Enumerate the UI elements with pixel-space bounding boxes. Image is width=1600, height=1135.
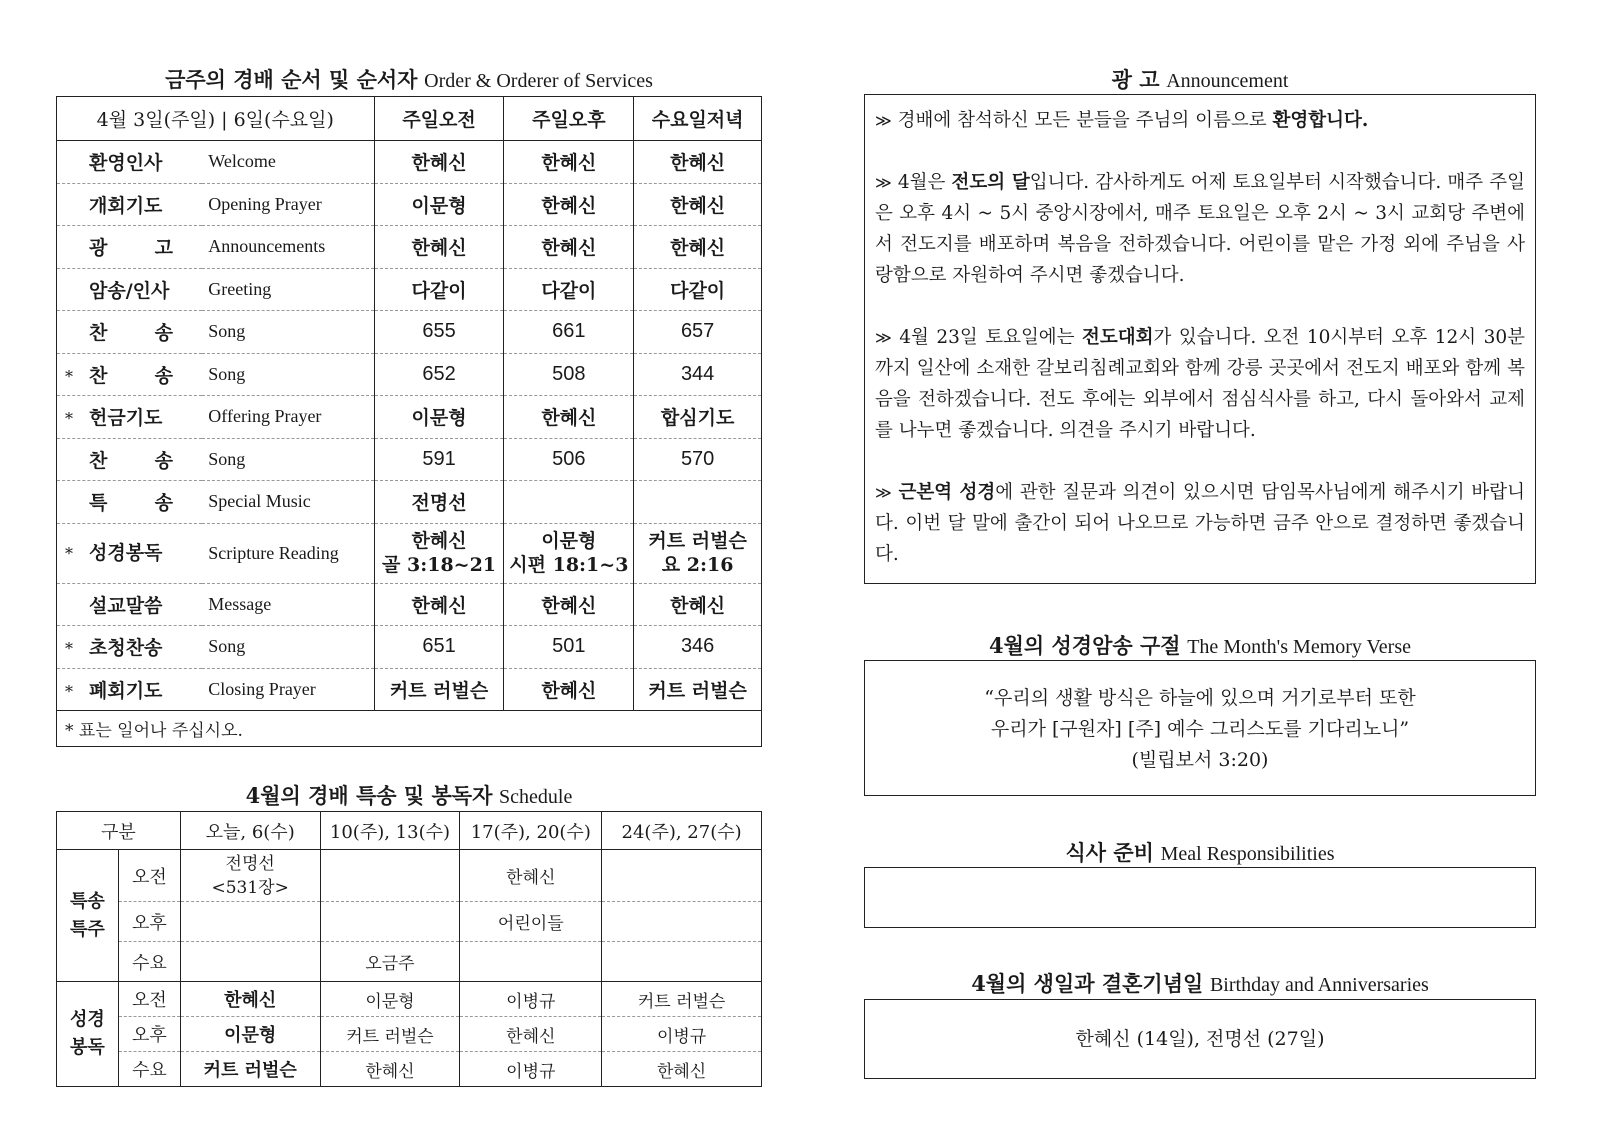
order-cell-service-1: 한혜신 [374,141,504,184]
announcement-welcome-text: 경배에 참석하신 모든 분들을 주님의 이름으로 [891,110,1273,131]
order-row-label [57,668,203,711]
order-cell-service-2: 한혜신 [504,583,634,626]
order-table [56,96,762,747]
order-cell-service-3: 344 [634,353,762,396]
order-row-label [57,523,203,583]
order-row-label [57,438,203,481]
order-item-ko: 찬 송 [89,322,173,345]
announcement-evangelism-month-text-c: 입니다. 감사하게도 어제 토요일부터 시작했습니다. 매주 주일은 오후 4시 ~ 5시 중앙시장에서, 매주 토요일은 오후 2시 ~ 3시 교회당 주변에서 전도지를 배포하며 복음을 전하겠습니다. 어린이를 맡은 가정 외에 주님을 사랑함으로 자원하여 주시면 좋겠습니다. [875,172,1525,286]
order-row-label [57,311,203,354]
meal-title-ko: 식사 준비 [1065,840,1154,865]
special-am-week3: 한혜신 [460,850,602,902]
chevron-right-icon: ≫ [875,111,892,130]
order-cell-service-1: 커트 러벌슨 [374,668,504,711]
special-pm-week4 [602,902,762,942]
order-item-ko: 성경봉독 [89,541,163,564]
reading-pm-week4: 이병규 [602,1017,762,1052]
order-item-ko: 광 고 [89,237,173,260]
chevron-right-icon: ≫ [875,328,892,347]
chevron-right-icon: ≫ [875,483,892,502]
order-cell-service-1: 652 [374,353,504,396]
schedule-header-row [57,812,762,850]
order-cell-service-1: 651 [374,626,504,669]
order-row-label [57,583,203,626]
schedule-title-en: Schedule [499,786,573,808]
special-am-label: 오전 [118,850,180,902]
reading-am-label: 오전 [118,982,180,1017]
announcement-welcome-bold: 환영합니다. [1272,110,1369,131]
reading-pm-week2: 커트 러벌슨 [320,1017,460,1052]
order-header-row [57,97,762,141]
order-item-en: Special Music [202,481,374,524]
order-row [57,438,762,481]
announcement-evangelism-month-bold: 전도의 달 [951,172,1030,193]
order-cell-service-3 [634,481,762,524]
order-item-en: Offering Prayer [202,396,374,439]
order-cell-service-2: 508 [504,353,634,396]
order-item-ko: 찬 송 [89,364,173,387]
memory-verse-line1: “우리의 생활 방식은 하늘에 있으며 거기로부터 또한 [984,687,1416,709]
announcement-title-ko: 광 고 [1111,67,1160,92]
order-row [57,226,762,269]
special-wed-label: 수요 [118,942,180,982]
order-cell-scripture: 요 2:16 [661,554,734,576]
order-cell-service-2: 한혜신 [504,141,634,184]
schedule-header-week4: 24(주), 27(수) [602,812,762,850]
order-cell-service-3: 한혜신 [634,183,762,226]
birthday-title-ko: 4월의 생일과 결혼기념일 [971,971,1204,996]
stand-marker: * [65,639,73,659]
order-note: * 표는 일어나 주십시오. [57,711,762,747]
order-cell-service-1: 한혜신 [374,583,504,626]
order-cell-service-1: 한혜신 [374,226,504,269]
order-item-en: Song [202,626,374,669]
birthday-text: 한혜신 (14일), 전명선 (27일) [1075,1028,1325,1050]
order-item-en: Song [202,438,374,481]
order-item-ko: 폐회기도 [89,679,163,702]
memory-title-en: The Month's Memory Verse [1187,636,1411,658]
order-item-en: Greeting [202,268,374,311]
order-header-wednesday: 수요일저녁 [634,97,762,141]
special-am-week4 [602,850,762,902]
reading-wed-week4: 한혜신 [602,1052,762,1087]
schedule-header-week3: 17(주), 20(수) [460,812,602,850]
special-pm-label: 오후 [118,902,180,942]
order-row [57,481,762,524]
special-wed-week2: 오금주 [320,942,460,982]
special-wed-week3 [460,942,602,982]
reading-row-pm [57,1017,762,1052]
reading-am-week4: 커트 러벌슨 [602,982,762,1017]
order-cell-service-2 [504,481,634,524]
order-cell-service-3: 한혜신 [634,583,762,626]
schedule-header-week2: 10(주), 13(수) [320,812,460,850]
reading-wed-week3: 이병규 [460,1052,602,1087]
schedule-header-category: 구분 [57,812,181,850]
memory-title-ko: 4월의 성경암송 구절 [989,633,1181,658]
order-item-en: Song [202,353,374,396]
order-item-ko: 헌금기도 [89,407,163,430]
order-item-en: Announcements [202,226,374,269]
order-item-ko: 개회기도 [89,194,163,217]
order-row [57,268,762,311]
special-group-label [57,850,119,982]
meal-title [864,837,1536,867]
special-row-am [57,850,762,902]
order-row-label [57,183,203,226]
reading-pm-label: 오후 [118,1017,180,1052]
order-item-ko: 찬 송 [89,449,173,472]
order-cell-service-2: 661 [504,311,634,354]
reading-pm-week3: 한혜신 [460,1017,602,1052]
order-cell-service-1 [374,523,504,583]
order-cell-service-1: 이문형 [374,396,504,439]
announcement-evangelism-month-text-a: 4월은 [891,172,952,193]
special-am-week1-hymn: <531장> [211,877,289,898]
reading-wed-week2: 한혜신 [320,1052,460,1087]
order-header-date: 4월 3일(주일) | 6일(수요일) [57,97,375,141]
order-row-label [57,626,203,669]
order-item-en: Opening Prayer [202,183,374,226]
announcement-title-en: Announcement [1166,70,1289,92]
order-cell-service-3: 커트 러벌슨 [634,668,762,711]
order-row [57,668,762,711]
reading-wed-week1: 커트 러벌슨 [180,1052,320,1087]
reading-wed-label: 수요 [118,1052,180,1087]
memory-title [864,630,1536,660]
schedule-title [56,780,762,810]
order-header-sunday-am: 주일오전 [374,97,504,141]
special-am-week1-name: 전명선 [225,853,275,874]
order-cell-service-2: 한혜신 [504,396,634,439]
order-cell-service-1: 전명선 [374,481,504,524]
announcement-evangelism-rally-text-c: 가 있습니다. 오전 10시부터 오후 12시 30분까지 일산에 소재한 갈보리침례교회와 함께 강릉 곳곳에서 전도지 배포와 함께 복음을 전하겠습니다. 전도 후에는 외부에서 점심식사를 하고, 다시 돌아와서 교제를 나누면 좋겠습니다. 의견을 주시기 바랍니다. [875,327,1526,441]
order-cell-service-3: 다같이 [634,268,762,311]
order-note-row [57,711,762,747]
order-row [57,353,762,396]
announcement-bible-bold: 근본역 성경 [898,482,996,503]
announcement-box [864,94,1536,584]
order-title-ko: 금주의 경배 순서 및 순서자 [165,67,418,92]
reading-group-line1: 성경 [70,1009,105,1030]
reading-am-week3: 이병규 [460,982,602,1017]
order-cell-service-2: 501 [504,626,634,669]
special-group-line1: 특송 [70,890,105,912]
order-item-ko: 특 송 [89,492,173,515]
announcement-welcome [875,105,1525,136]
chevron-right-icon: ≫ [875,173,892,192]
schedule-table [56,811,762,1087]
memory-verse-reference: (빌립보서 3:20) [1131,749,1269,771]
reading-pm-week1: 이문형 [180,1017,320,1052]
stand-marker: * [65,409,73,429]
order-cell-service-2: 한혜신 [504,183,634,226]
order-cell-person: 커트 러벌슨 [648,530,747,552]
order-row-label [57,396,203,439]
order-cell-service-1: 다같이 [374,268,504,311]
reading-am-week1: 한혜신 [180,982,320,1017]
order-cell-service-3: 한혜신 [634,141,762,184]
special-pm-week1 [180,902,320,942]
order-title-en: Order & Orderer of Services [424,70,653,92]
schedule-title-ko: 4월의 경배 특송 및 봉독자 [245,783,493,808]
special-row-pm [57,902,762,942]
special-pm-week2 [320,902,460,942]
order-cell-service-2: 506 [504,438,634,481]
order-row [57,626,762,669]
announcement-evangelism-rally-text-a: 4월 23일 토요일에는 [891,327,1083,348]
order-cell-service-3 [634,523,762,583]
order-cell-service-3: 657 [634,311,762,354]
order-row [57,583,762,626]
special-pm-week3: 어린이들 [460,902,602,942]
reading-row-am [57,982,762,1017]
order-row [57,396,762,439]
order-row [57,141,762,184]
birthday-title-en: Birthday and Anniversaries [1209,974,1429,996]
order-item-en: Closing Prayer [202,668,374,711]
memory-verse-line2: 우리가 [구원자] [주] 예수 그리스도를 기다리노니” [990,718,1410,740]
meal-box [864,867,1536,928]
order-item-en: Song [202,311,374,354]
order-item-ko: 환영인사 [89,152,163,175]
stand-marker: * [65,681,73,701]
order-item-en: Welcome [202,141,374,184]
order-cell-service-3: 570 [634,438,762,481]
memory-verse-box [864,660,1536,796]
special-row-wed [57,942,762,982]
order-row-label [57,481,203,524]
special-group-line2: 특주 [70,918,105,940]
stand-marker: * [65,366,73,386]
birthday-box [864,999,1536,1079]
order-cell-service-2 [504,523,634,583]
order-cell-service-1: 655 [374,311,504,354]
special-wed-week4 [602,942,762,982]
order-cell-person: 이문형 [541,530,597,552]
special-am-week1 [180,850,320,902]
reading-group-line2: 봉독 [70,1037,105,1058]
schedule-header-week1: 오늘, 6(수) [180,812,320,850]
order-cell-scripture: 시편 18:1~3 [509,554,629,576]
reading-am-week2: 이문형 [320,982,460,1017]
order-cell-person: 한혜신 [411,530,467,552]
order-cell-service-2: 다같이 [504,268,634,311]
announcement-title [864,64,1536,94]
announcement-evangelism-rally [875,322,1525,446]
order-title [56,64,762,94]
reading-row-wed [57,1052,762,1087]
special-am-week2 [320,850,460,902]
order-cell-service-3: 346 [634,626,762,669]
order-cell-service-3: 합심기도 [634,396,762,439]
order-item-ko: 초청찬송 [89,637,163,660]
order-cell-service-3: 한혜신 [634,226,762,269]
order-row-label [57,226,203,269]
order-header-sunday-pm: 주일오후 [504,97,634,141]
order-row-label [57,268,203,311]
special-wed-week1 [180,942,320,982]
order-cell-service-2: 한혜신 [504,226,634,269]
order-item-en: Scripture Reading [202,523,374,583]
order-row [57,311,762,354]
stand-marker: * [65,543,73,563]
announcement-bible-text: 에 관한 질문과 의견이 있으시면 담임목사님에게 해주시기 바랍니다. 이번 달 말에 출간이 되어 나오므로 가능하면 금주 안으로 결정하면 좋겠습니다. [875,482,1525,565]
order-row [57,523,762,583]
order-row-label [57,353,203,396]
announcement-evangelism-rally-bold: 전도대회 [1082,327,1154,348]
order-cell-service-2: 한혜신 [504,668,634,711]
order-cell-service-1: 이문형 [374,183,504,226]
order-cell-scripture: 골 3:18~21 [382,554,497,576]
order-cell-service-1: 591 [374,438,504,481]
reading-group-label [57,982,119,1087]
order-item-ko: 설교말씀 [89,594,163,617]
order-row [57,183,762,226]
order-row-label [57,141,203,184]
birthday-title [864,968,1536,998]
announcement-bible [875,477,1525,570]
order-item-en: Message [202,583,374,626]
order-item-ko: 암송/인사 [89,279,170,302]
meal-title-en: Meal Responsibilities [1160,843,1335,865]
announcement-evangelism-month [875,167,1525,291]
